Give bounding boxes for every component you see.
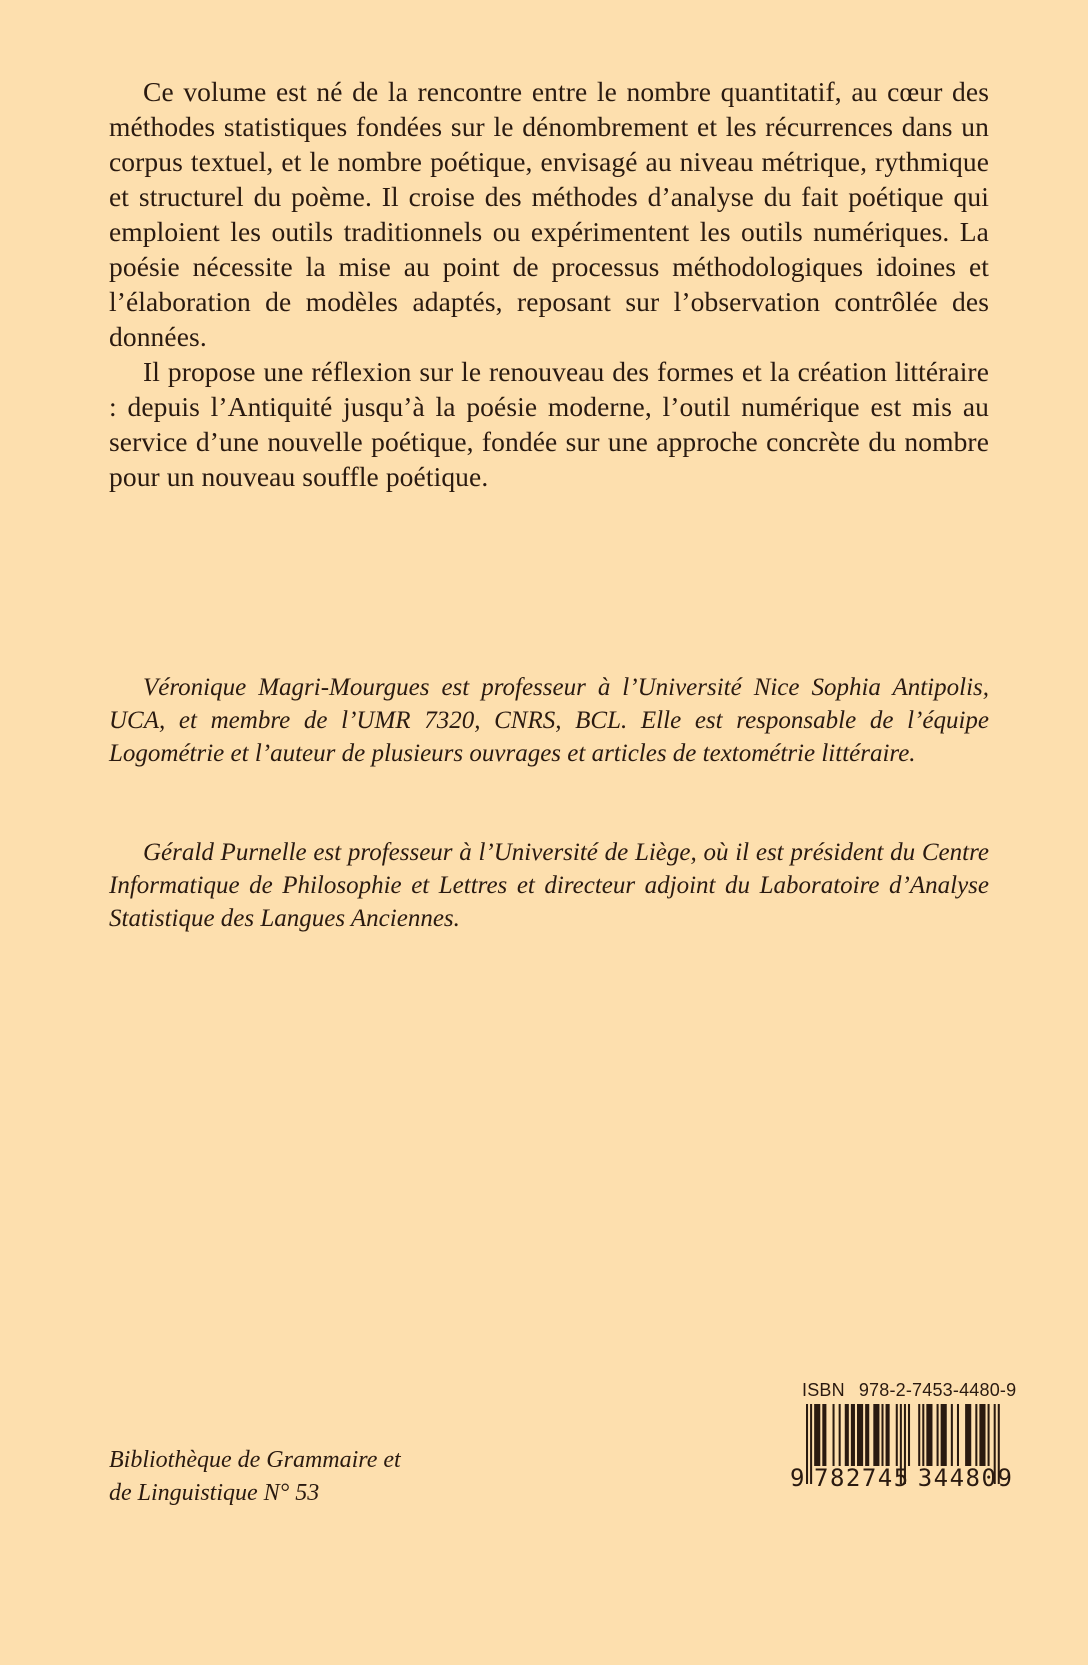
series-title: [109, 1444, 401, 1510]
barcode-bar: [965, 1404, 971, 1466]
barcode-digits: [790, 1464, 1013, 1492]
author-bio-magri-mourgues: [109, 671, 989, 770]
barcode: [790, 1404, 1014, 1500]
isbn-prefix: ISBN: [802, 1380, 845, 1400]
barcode-bar: [814, 1404, 820, 1466]
series-line-1: Bibliothèque de Grammaire et: [109, 1447, 401, 1473]
barcode-bar: [975, 1404, 977, 1466]
barcode-group-2: 344809: [917, 1464, 1014, 1492]
barcode-bar: [951, 1404, 953, 1466]
barcode-bar: [886, 1404, 890, 1466]
author-bio-text: Gérald Purnelle est professeur à l’Université de Liège, où il est président du Centre Informatique de Philosophie et Lettres et directeur adjoint du Laboratoire d’Analyse Statistique des Langues Anciennes.: [109, 839, 989, 932]
barcode-bar: [896, 1404, 898, 1466]
barcode-bar: [922, 1404, 924, 1466]
barcode-bar: [857, 1404, 863, 1466]
barcode-group-1: 782745: [814, 1464, 910, 1492]
barcode-bar: [918, 1404, 920, 1466]
barcode-bar: [822, 1404, 826, 1466]
barcode-bar: [979, 1404, 985, 1466]
barcode-bar: [865, 1404, 869, 1466]
barcode-bar: [845, 1404, 849, 1466]
author-bio-purnelle: [109, 836, 989, 935]
barcode-bar: [926, 1404, 932, 1466]
author-bio-text: Véronique Magri-Mourgues est professeur à l’Université Nice Sophia Antipolis, UCA, et membre de l’UMR 7320, CNRS, BCL. Elle est responsable de l’équipe Logométrie et l’auteur de plusieurs ouvrages et articles de textométrie littéraire.: [109, 674, 989, 767]
barcode-bar: [833, 1404, 835, 1466]
barcode-bar: [988, 1404, 990, 1466]
barcode-bar: [957, 1404, 959, 1466]
isbn-label: [802, 1380, 1017, 1400]
barcode-bar: [881, 1404, 883, 1466]
barcode-lead-digit: 9: [790, 1464, 805, 1492]
blurb: [109, 74, 989, 494]
barcode-bar: [937, 1404, 939, 1466]
series-line-2: de Linguistique N° 53: [109, 1480, 320, 1506]
barcode-bar: [839, 1404, 841, 1466]
isbn-block: [790, 1380, 1017, 1500]
barcode-bar: [851, 1404, 855, 1466]
blurb-paragraph-1: Ce volume est né de la rencontre entre le nombre quantitatif, au cœur des méthodes statistiques fondées sur le dénombrement et les récurrences dans un corpus textuel, et le nombre poétique, envisagé au niveau métrique, rythmique et structurel du poème. Il croise des méthodes d’analyse du fait poétique qui emploient les outils traditionnels ou expérimentent les outils numériques. La poésie nécessite la mise au point de processus méthodologiques idoines et l’élaboration de modèles adaptés, reposant sur l’observation contrôlée des données.: [109, 76, 989, 352]
blurb-paragraph-2: Il propose une réflexion sur le renouveau des formes et la création littéraire : depuis l’Antiquité jusqu’à la poésie moderne, l’outil numérique est mis au service d’une nouvelle poétique, fondée sur une approche concrète du nombre pour un nouveau souffle poétique.: [109, 356, 989, 492]
barcode-bar: [873, 1404, 879, 1466]
barcode-bar: [941, 1404, 947, 1466]
barcode-bar: [908, 1404, 910, 1466]
isbn-number: 978-2-7453-4480-9: [858, 1380, 1017, 1400]
